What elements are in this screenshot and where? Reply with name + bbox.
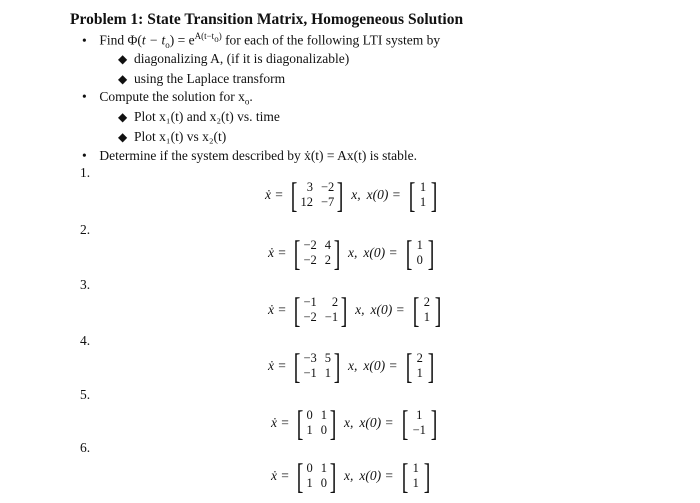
bracket: [: [401, 403, 408, 443]
system-number: 1.: [80, 165, 91, 180]
initial-vector: [410, 292, 444, 328]
initial-vector: [403, 235, 437, 271]
matrix-entry: 1: [324, 366, 332, 380]
bracket: ]: [423, 456, 431, 496]
matrix-entry: 1: [416, 238, 423, 252]
matrix-entry: −7: [320, 195, 335, 209]
matrix-entry: −2: [303, 238, 317, 252]
matrix-a: [291, 348, 343, 384]
initial-vector: [403, 348, 437, 384]
bracket: [: [294, 233, 301, 273]
matrix-a: [294, 405, 339, 441]
matrix-entry: −2: [303, 253, 317, 267]
bracket: [: [294, 346, 301, 386]
matrix-entry: 0: [306, 461, 313, 475]
system-number: 4.: [80, 333, 91, 348]
matrix-entry: 0: [306, 408, 313, 422]
system-equation: ẋ = [ −1 2 −2 −1 ] x, x(0) = [ 2 1 ]: [265, 292, 446, 328]
diamond-bullet-icon: ◆: [118, 110, 128, 124]
system-equation: ẋ = [ 0 1 1 0 ] x, x(0) = [ 1 1 ]: [268, 458, 435, 494]
bracket: [: [412, 290, 420, 330]
bracket: ]: [333, 233, 341, 273]
matrix-entry: 12: [300, 195, 313, 209]
matrix-entry: −1: [303, 366, 317, 380]
sub-bullet-plot-phase: ◆ Plot x₁(t) vs x₂(t): [118, 129, 227, 144]
matrix-entry: 2: [416, 351, 423, 365]
problem-title: Problem 1: State Transition Matrix, Homogeneous Solution: [70, 11, 464, 28]
system-equation: ẋ = [ 3 −2 12 −7 ] x, x(0) = [ 1 1 ]: [262, 177, 442, 213]
matrix-entry: 1: [320, 408, 327, 422]
bracket: [: [294, 290, 301, 330]
bracket: [: [291, 175, 298, 215]
matrix-entry: 1: [416, 366, 423, 380]
matrix-entry: 1: [419, 180, 427, 194]
bracket: ]: [336, 175, 344, 215]
matrix-a: [294, 458, 339, 494]
matrix-entry: 2: [423, 295, 430, 309]
bracket: [: [401, 456, 408, 496]
matrix-entry: 1: [320, 461, 327, 475]
matrix-entry: 1: [306, 476, 313, 490]
matrix-entry: −1: [412, 423, 426, 437]
matrix-entry: 1: [423, 310, 430, 324]
bracket: [: [405, 233, 412, 273]
system-number: 2.: [80, 222, 91, 237]
matrix-a: [288, 177, 346, 213]
bracket: ]: [430, 403, 438, 443]
initial-vector: [399, 405, 440, 441]
system-number: 3.: [80, 277, 91, 292]
matrix-entry: 4: [324, 238, 332, 252]
diamond-bullet-icon: ◆: [118, 130, 128, 144]
system-number: 5.: [80, 387, 91, 402]
bracket: ]: [340, 290, 348, 330]
bracket: ]: [329, 456, 337, 496]
bullet-stable: • Determine if the system described by ẋ(t) = Ax(t) is stable.: [82, 148, 418, 163]
matrix-entry: 1: [412, 476, 419, 490]
matrix-entry: 1: [306, 423, 313, 437]
bracket: ]: [427, 233, 435, 273]
matrix-entry: 3: [306, 180, 313, 194]
system-equation: ẋ = [ −3 5 −1 1 ] x, x(0) = [ 2 1 ]: [265, 348, 439, 384]
sub-bullet-plot-time: ◆ Plot x₁(t) and x₂(t) vs. time: [118, 109, 280, 124]
matrix-entry: 0: [320, 423, 327, 437]
matrix-entry: −1: [303, 295, 317, 309]
bracket: ]: [434, 290, 442, 330]
bullet-find: • Find $\Phi(t - t_o) = e^{A(t-t_o)}$ for each of the following LTI system by: [82, 31, 441, 51]
matrix-entry: 2: [331, 295, 339, 309]
system-equation: ẋ = [ −2 4 −2 2 ] x, x(0) = [ 1 0 ]: [265, 235, 439, 271]
matrix-entry: −3: [303, 351, 317, 365]
initial-vector: [399, 458, 433, 494]
bracket: [: [297, 403, 304, 443]
diamond-bullet-icon: ◆: [118, 52, 128, 66]
matrix-entry: −1: [324, 310, 339, 324]
bullet-compute: • Compute the solution for $x_o$.: [82, 89, 253, 107]
matrix-entry: 1: [412, 461, 419, 475]
bracket: ]: [427, 346, 435, 386]
bracket: ]: [430, 175, 438, 215]
matrix-entry: 0: [416, 253, 423, 267]
matrix-entry: −2: [320, 180, 335, 194]
diamond-bullet-icon: ◆: [118, 72, 128, 86]
system-number: 6.: [80, 440, 91, 455]
bracket: ]: [329, 403, 337, 443]
sub-bullet-diagonalizing: ◆ diagonalizing A, (if it is diagonalizable): [118, 51, 350, 66]
bracket: [: [405, 346, 412, 386]
matrix-a: [291, 292, 350, 328]
bullet-dot-icon: •: [82, 89, 87, 104]
bullet-dot-icon: •: [82, 148, 87, 163]
matrix-entry: −2: [303, 310, 317, 324]
bracket: ]: [333, 346, 341, 386]
sub-bullet-laplace: ◆ using the Laplace transform: [118, 71, 286, 86]
bracket: [: [297, 456, 304, 496]
initial-vector: [406, 177, 440, 213]
matrix-entry: 1: [416, 408, 423, 422]
bracket: [: [408, 175, 416, 215]
bullet-dot-icon: •: [82, 32, 87, 48]
matrix-a: [291, 235, 343, 271]
matrix-entry: 1: [419, 195, 427, 209]
matrix-entry: 0: [320, 476, 327, 490]
matrix-entry: 5: [324, 351, 332, 365]
system-equation: ẋ = [ 0 1 1 0 ] x, x(0) = [ 1 −1 ]: [268, 405, 442, 441]
matrix-entry: 2: [324, 253, 332, 267]
